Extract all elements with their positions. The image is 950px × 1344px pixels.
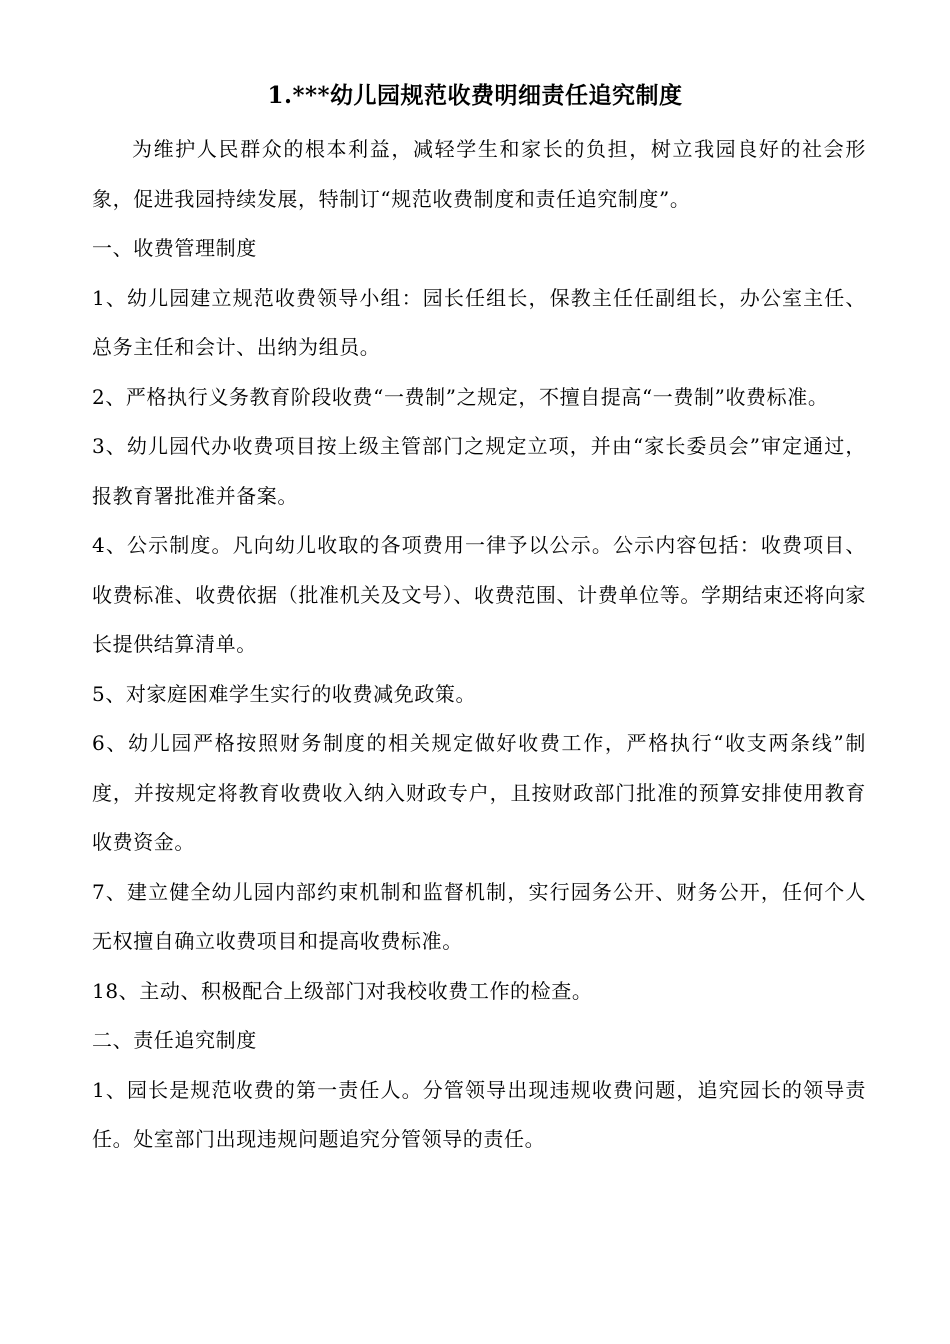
document-title: 1.***幼儿园规范收费明细责任追究制度 — [267, 82, 683, 109]
list-item: 7、建立健全幼儿园内部约束机制和监督机制，实行园务公开、财务公开，任何个人无权擅自确立收费项目和提高收费标准。 — [92, 879, 866, 953]
intro-paragraph: 为维护人民群众的根本利益，减轻学生和家长的负担，树立我园良好的社会形象，促进我园持续发展，特制订“规范收费制度和责任追究制度”。 — [92, 137, 866, 211]
list-item: 4、公示制度。凡向幼儿收取的各项费用一律予以公示。公示内容包括：收费项目、收费标准、收费依据（批准机关及文号）、收费范围、计费单位等。学期结束还将向家长提供结算清单。 — [92, 533, 866, 656]
section-heading-fee-management: 一、收费管理制度 — [92, 236, 257, 260]
list-item: 3、幼儿园代办收费项目按上级主管部门之规定立项，并由“家长委员会”审定通过，报教育署批准并备案。 — [92, 434, 866, 508]
section-heading-accountability: 二、责任追究制度 — [92, 1028, 257, 1052]
document-body — [92, 125, 866, 1165]
list-item: 2、严格执行义务教育阶段收费“一费制”之规定，不擅自提高“一费制”收费标准。 — [92, 384, 829, 409]
list-item: 5、对家庭困难学生实行的收费减免政策。 — [92, 681, 477, 706]
list-item: 1、幼儿园建立规范收费领导小组：园长任组长，保教主任任副组长，办公室主任、总务主任和会计、出纳为组员。 — [92, 285, 866, 359]
list-item: 1、园长是规范收费的第一责任人。分管领导出现违规收费问题，追究园长的领导责任。处室部门出现违规问题追究分管领导的责任。 — [92, 1077, 866, 1151]
list-item: 18、主动、积极配合上级部门对我校收费工作的检查。 — [92, 978, 593, 1003]
list-item: 6、幼儿园严格按照财务制度的相关规定做好收费工作，严格执行“收支两条线”制度，并按规定将教育收费收入纳入财政专户，且按财政部门批准的预算安排使用教育收费资金。 — [92, 731, 866, 854]
